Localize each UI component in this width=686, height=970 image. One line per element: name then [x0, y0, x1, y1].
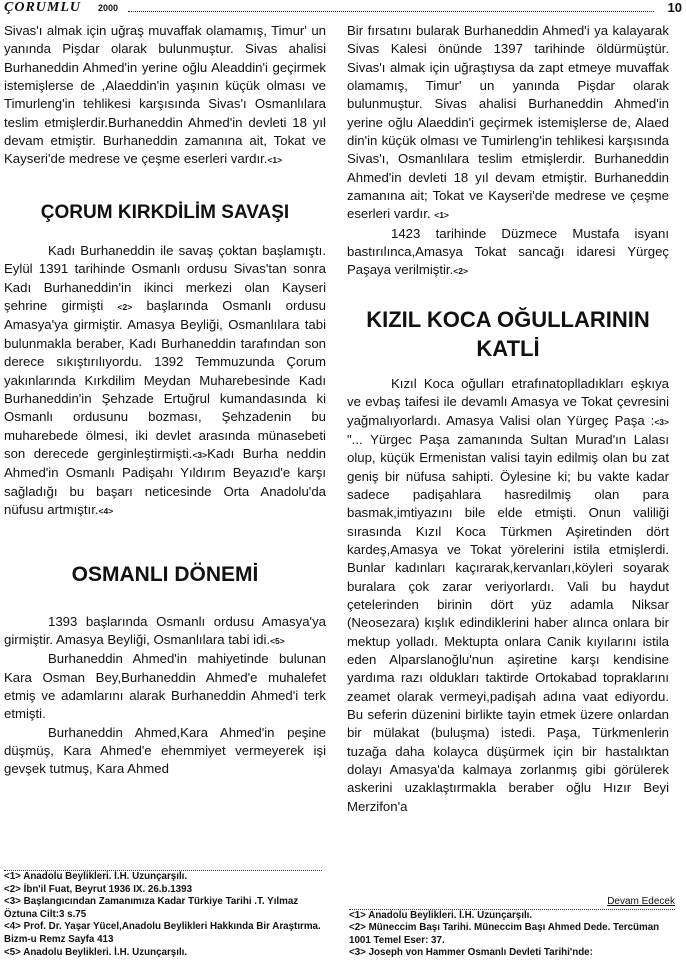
paragraph: 1393 başlarında Osmanlı ordusu Amasya'ya girmiştir. Amasya Beyliği, Osmanlılara tabi idi.<5> [4, 613, 326, 647]
continued-line [349, 896, 675, 910]
footnote-ref: <4> [98, 505, 114, 516]
footnote: <2> Müneccim Başı Tarihi. Müneccim Başı Ahmed Dede. Tercüman 1001 Temel Eser: 37. [349, 922, 660, 946]
footnote: <4> Prof. Dr. Yaşar Yücel,Anadolu Beylikleri Hakkında Bir Araştırma. Bizm-u Remz Sayfa 413 [4, 921, 321, 945]
page-header [0, 0, 686, 18]
left-footnotes [4, 870, 322, 959]
footnote-ref: <2> [117, 302, 133, 313]
continued-label: Devam Edecek [607, 896, 675, 907]
magazine-logo: ÇORUMLU [4, 0, 82, 15]
footnote: <1> Anadolu Beylikleri. İ.H. Uzunçarşılı. [4, 871, 188, 882]
paragraph: Kızıl Koca oğulları etrafınatoplladıkları eşkıya ve evbaş taifesi ile devamlı Amasya ve Tokat çevresini yağmalıyorlardı. Amasya Valisi olan Yürgeç Paşa :<3> "... Yürgec Paşa zamanında Sultan Murad'ın Lalası olup, küçük Ermenistan valisi tayin edilmiş olan bu zat geniş bir nüfusa sahipti. Öylesine ki; bu vakte kadar sadece padişahlara hasredilmiş olan para basmak,imtiyazını bile elde etmişti. Onun valiliği sırasında Kızıl Koca Türkmen Aşiretinden dört kardeş,Amasya ve Tokat yörelerini istila etmişlerdi. Bunlar kadınları kaçırarak,kervanları,köyleri soyarak buralara çok zarar veriyorlardı. Vali bu haydut çetelerinden birinin dört yüz adamla Niksar (Neosezara) kışlık edindiklerini haber alınca onlara bir mektup yolladı. Mektupta onlara Canik kıyılarını istila eden Alparslanoğlu'nun aşiretine karşı kendisine yardıma razı oldukları taktirde Ortokabad topraklarını zeamet olarak vermeyi,padişah adına vaat ediyordu. Bu seferin düzenini birlikte tayin etmek üzere onlardan bir mülakat (buluşma) istedi. Paşa, Türkmenlerin tuzağa daha kolayca düşürmek için bir hastalıktan dolayı Amasya'da kalmaya zorlanmış gibi görülerek askerini uzaklaştırmakla beraber oğlu Hızır Beyi Merzifon'a [347, 375, 669, 814]
section-heading: ÇORUM KIRKDİLİM SAVAŞI [40, 201, 290, 223]
footnote-ref: <5> [270, 635, 285, 646]
header-divider [128, 11, 654, 12]
footnote-ref: <3> [192, 449, 208, 460]
paragraph: Burhaneddin Ahmed,Kara Ahmed'in peşine düşmüş, Kara Ahmed'e ehemmiyet vermeyerek işi gevşek tutmuş, Kara Ahmed [4, 724, 326, 777]
left-column [4, 22, 326, 779]
section-heading: KIZIL KOCA OĞULLARININ KATLİ [366, 306, 650, 361]
right-footnotes [349, 896, 675, 960]
footnote-ref: <1> [267, 155, 283, 166]
paragraph: Kadı Burhaneddin ile savaş çoktan başlamıştı. Eylül 1391 tarihinde Osmanlı ordusu Sivas'tan sonra Kadı Burhaneddin'in ikinci merkezi olan Kayseri şehrine girmişti <2> başlarında Osmanlı ordusu Amasya'ya girmiştir. Amasya Beyliği, Osmanlılara tabi bulunmakla beraber, Kadı Burhaneddin tarafından son derece sıkıştırılıyordu. 1392 Temmuzunda Çorum yakınlarında Kırkdilim Meydan Muharebesinde Kadı Burhaneddin'in Şehzade Ertuğrul kumandasında ki Osmanlı ordusunu bozması, Şehzadenin bu muharebede ölmesi, iki devlet arasında münasebeti son derecede gerginleştirmişti.<3>Kadı Burha neddin Ahmed'in Osmanlı Padişahı Yıldırım Beyazıd'e karşı sağladığı bu başarı neticesinde Orta Anadolu'da nüfusu artmıştır.<4> [4, 243, 326, 517]
issue-year: 2000 [98, 3, 119, 13]
right-column [347, 22, 669, 816]
footnote-ref: <3> [654, 416, 669, 427]
section-heading: OSMANLI DÖNEMİ [71, 563, 259, 587]
footnote: <1> Anadolu Beylikleri. İ.H. Uzunçarşılı. [349, 909, 533, 921]
footnote: <3> Joseph von Hammer Osmanlı Devleti Tarihi'nde: [349, 947, 593, 959]
page-number: 10 [667, 0, 682, 15]
paragraph: Sivas'ı almak için uğraş muvaffak olamamış, Timur' un yanında Pişdar olarak bulunmuştur. Sivas ahalisi Burhaneddin Ahmed'in yerine oğlu Aleaddin'i geçirmek istemişlerse de ,Alaeddin'in yaşının küçük olması ve Timurleng'in tehlikesi karşısında Sivas'ı Osmanlılara teslim etmişlerdir.Burhaneddin Ahmed'in devleti 18 yıl devam etmiştir. Burhaneddin zamanına ait, Tokat ve Kayseri'de medrese ve çeşme eserleri vardır.<1> [4, 23, 326, 167]
paragraph: Bir fırsatını bularak Burhaneddin Ahmed'i ya kalayarak Sivas Kalesi önünde 1397 tarihinde öldürmüştür. Sivas'ı almak için uğraştıysa da zapt etmeye muvaffak olamamış, Timur' un yanında Pişdar olarak bulunmuştur. Sivas ahalisi Burhaneddin Ahmed'in yerine oğlu Alaeddin'i geçirmek istemişlerse de, Alaed din'in küçük olması ve Tumirleng'in tehlikesi karşısında Sivas'ı, Osmanlılara teslim etmişlerdir. Burhaneddin Ahmed'in devleti 18 yıl devam etmiştir. Burhaneddin zamanına ait; Tokat ve Kayseri'de medrese ve çeşme eserleri vardır. <1> [347, 23, 669, 222]
footnote: <2> İbn'il Fuat, Beyrut 1936 IX. 26.b.1393 [4, 883, 193, 895]
paragraph: Burhaneddin Ahmed'in mahiyetinde bulunan Kara Osman Bey,Burhaneddin Ahmed'e muhalefet etmiş ve adamlarını alarak Burhaneddin Ahmed'i terk etmişti. [4, 651, 326, 722]
paragraph: 1423 tarihinde Düzmece Mustafa isyanı bastırılınca,Amasya Tokat sancağı idaresi Yürgeç Paşaya verilmiştir.<2> [347, 225, 669, 278]
footnote-ref: <2> [453, 266, 468, 277]
footnote: <3> Başlangıcından Zamanımıza Kadar Türkiye Tarihi .T. Yılmaz Öztuna Cilt:3 s.75 [4, 896, 299, 920]
footnote-ref: <1> [434, 210, 449, 221]
footnote: <5> Anadolu Beylikleri. İ.H. Uzunçarşılı. [4, 946, 188, 958]
